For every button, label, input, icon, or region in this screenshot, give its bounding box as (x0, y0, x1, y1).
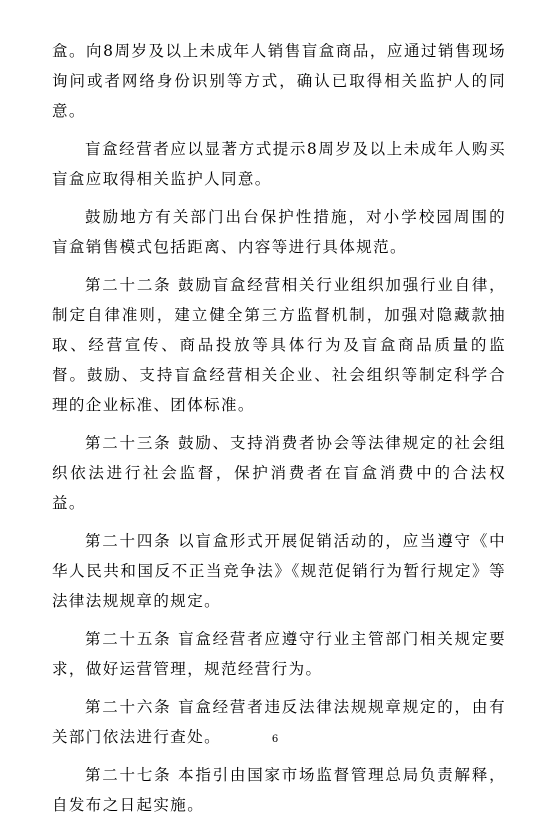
paragraph: 鼓励地方有关部门出台保护性措施，对小学校园周围的盲盒销售模式包括距离、内容等进行具体规范。 (52, 208, 506, 256)
article-24: 第二十四条 以盲盒形式开展促销活动的，应当遵守《中华人民共和国反不正当竞争法》《规范促销行为暂行规定》等法律法规规章的规定。 (52, 532, 506, 610)
article-23: 第二十三条 鼓励、支持消费者协会等法律规定的社会组织依法进行社会监督，保护消费者在盲盒消费中的合法权益。 (52, 434, 506, 512)
article-25: 第二十五条 盲盒经营者应遵守行业主管部门相关规定要求，做好运营管理，规范经营行为。 (52, 630, 506, 678)
page-number: 6 (271, 734, 279, 745)
paragraph: 盲盒经营者应以显著方式提示8周岁及以上未成年人购买盲盒应取得相关监护人同意。 (52, 140, 506, 188)
paragraph-continuation: 盒。向8周岁及以上未成年人销售盲盒商品，应通过销售现场询问或者网络身份识别等方式，确认已取得相关监护人的同意。 (52, 42, 506, 120)
article-27: 第二十七条 本指引由国家市场监督管理总局负责解释，自发布之日起实施。 (52, 766, 506, 814)
body-text (52, 36, 506, 820)
article-26: 第二十六条 盲盒经营者违反法律法规规章规定的，由有关部门依法进行查处。 (52, 698, 506, 746)
article-22: 第二十二条 鼓励盲盒经营相关行业组织加强行业自律，制定自律准则，建立健全第三方监督机制，加强对隐藏款抽取、经营宣传、商品投放等具体行为及盲盒商品质量的监督。鼓励、支持盲盒经营相关企业、社会组织等制定科学合理的企业标准、团体标准。 (52, 276, 506, 414)
